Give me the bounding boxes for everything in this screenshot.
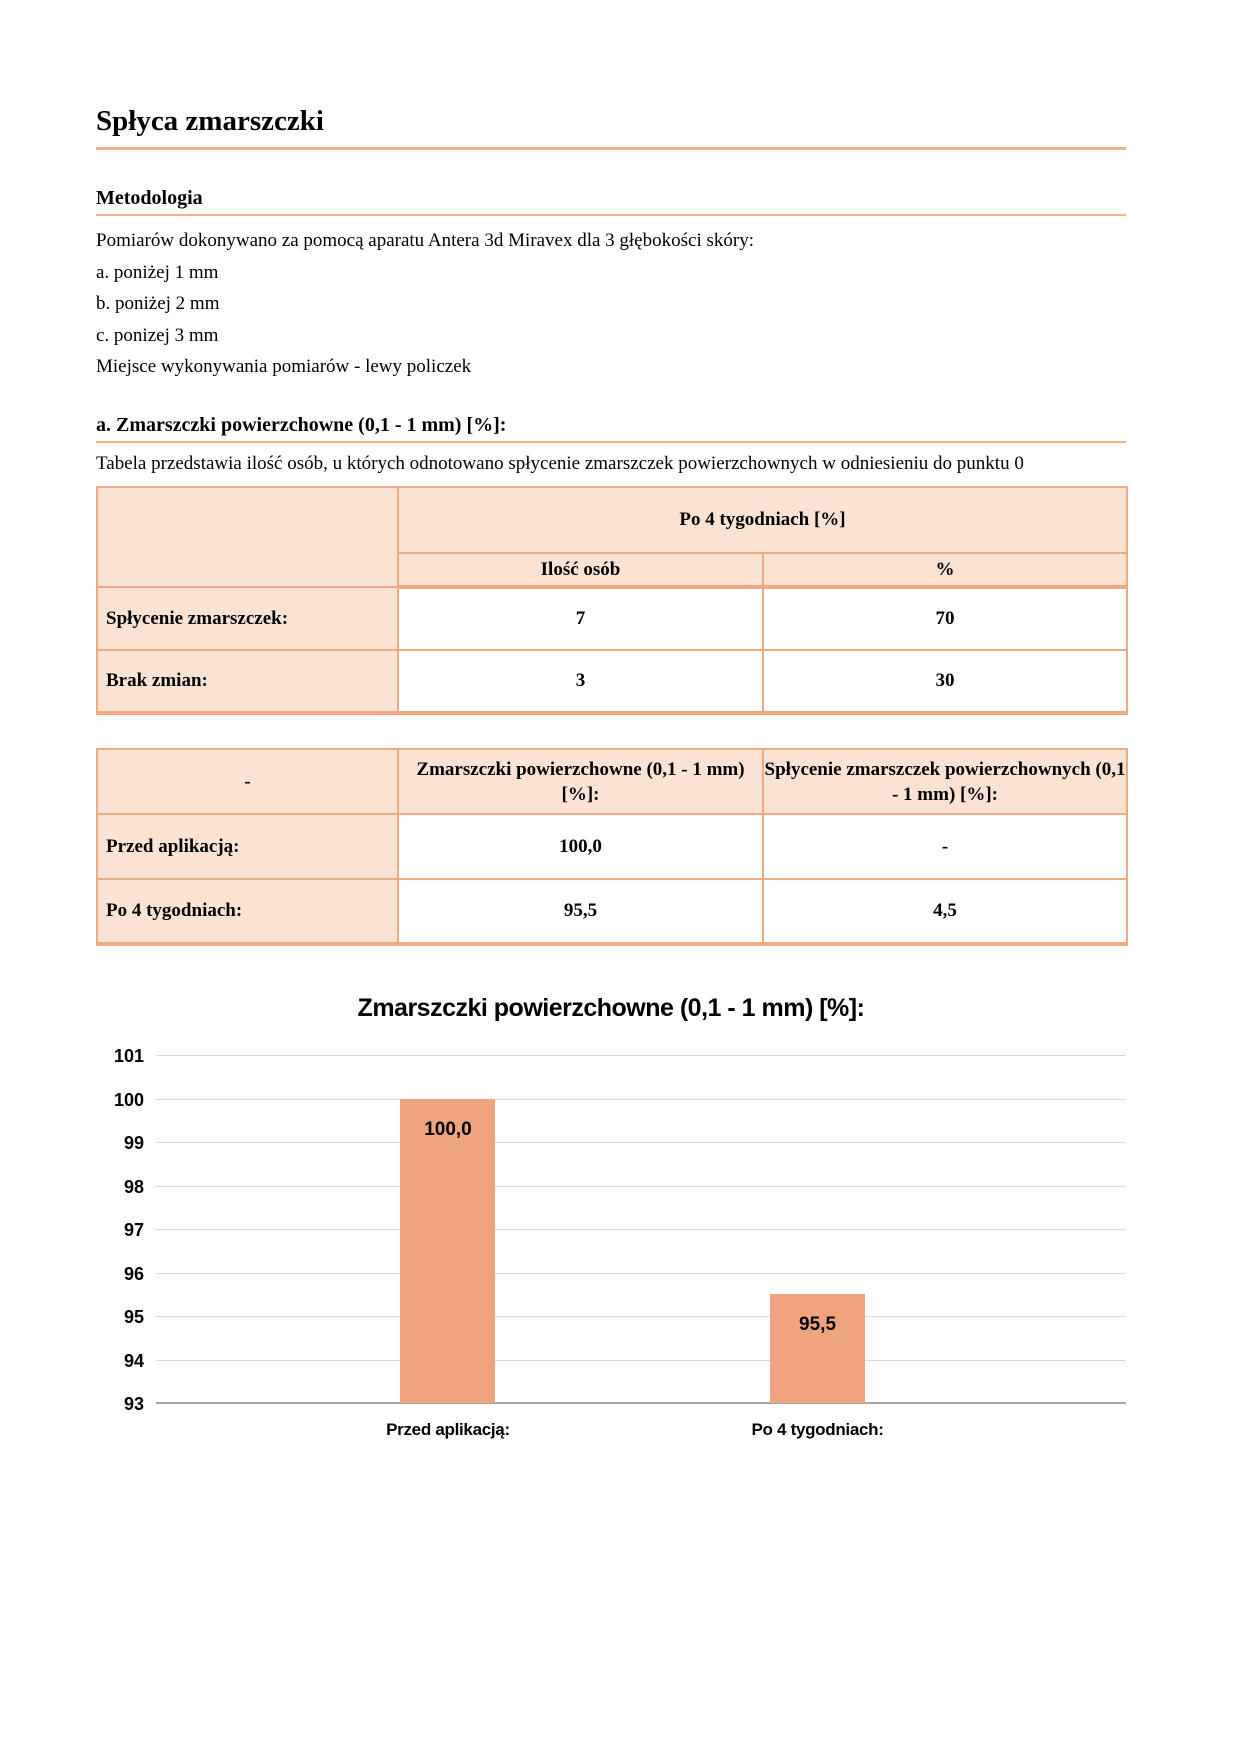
table-row bbox=[97, 650, 1127, 713]
methodology-item-b: b. poniżej 2 mm bbox=[96, 293, 220, 314]
y-tick-label: 101 bbox=[113, 1046, 144, 1066]
methodology-text bbox=[96, 225, 1126, 383]
methodology-intro: Pomiarów dokonywano za pomocą aparatu Antera 3d Miravex dla 3 głębokości skóry: bbox=[96, 230, 754, 251]
people-table-col-header-percent: % bbox=[763, 553, 1127, 587]
methodology-note: Miejsce wykonywania pomiarów - lewy policzek bbox=[96, 356, 472, 377]
bar bbox=[770, 1294, 865, 1403]
cell-przed-delta: - bbox=[763, 814, 1127, 879]
chart-plot bbox=[113, 1046, 1126, 1439]
y-tick-label: 100 bbox=[113, 1089, 144, 1110]
gridline bbox=[156, 1273, 1126, 1274]
y-tick-label: 93 bbox=[123, 1394, 144, 1414]
x-axis-line bbox=[156, 1402, 1126, 1404]
x-category-label: Po 4 tygodniach: bbox=[751, 1420, 884, 1439]
gridline bbox=[156, 1316, 1126, 1317]
table-row bbox=[97, 587, 1127, 650]
y-tick-label: 99 bbox=[123, 1133, 144, 1153]
x-category-label: Przed aplikacją: bbox=[386, 1420, 510, 1439]
cell-brak-count: 3 bbox=[398, 650, 763, 713]
bar-value-label: 95,5 bbox=[799, 1314, 837, 1336]
cell-po4-value: 95,5 bbox=[398, 879, 763, 944]
row-label-brak-zmian: Brak zmian: bbox=[97, 650, 398, 713]
table-row bbox=[97, 879, 1127, 944]
y-tick-label: 98 bbox=[123, 1176, 144, 1197]
cell-przed-value: 100,0 bbox=[398, 814, 763, 879]
gridline bbox=[156, 1186, 1126, 1187]
cell-brak-percent: 30 bbox=[763, 650, 1127, 713]
methodology-item-a: a. poniżej 1 mm bbox=[96, 261, 219, 283]
results-table-header-dash: - bbox=[97, 749, 398, 814]
y-tick-label: 95 bbox=[123, 1307, 144, 1327]
row-label-po4: Po 4 tygodniach: bbox=[97, 879, 398, 944]
cell-po4-delta: 4,5 bbox=[763, 879, 1127, 944]
results-table bbox=[96, 748, 1128, 946]
table-row bbox=[97, 814, 1127, 879]
people-table bbox=[96, 486, 1128, 715]
y-tick-label: 96 bbox=[123, 1263, 144, 1284]
people-table-col-header-count: Ilość osób bbox=[398, 553, 763, 587]
bar-value-label: 100,0 bbox=[424, 1118, 472, 1140]
row-label-przed: Przed aplikacją: bbox=[97, 814, 398, 879]
bar bbox=[400, 1099, 495, 1404]
results-table-header-wrinkles: Zmarszczki powierzchowne (0,1 - 1 mm) [%]: bbox=[398, 749, 763, 814]
methodology-item-c: c. ponizej 3 mm bbox=[96, 324, 219, 346]
table-caption: Tabela przedstawia ilość osób, u których odnotowano spłycenie zmarszczek powierzchownych w odniesieniu do punktu 0 bbox=[96, 452, 1024, 474]
methodology-heading: Metodologia bbox=[96, 186, 1126, 216]
gridline bbox=[156, 1360, 1126, 1361]
page-content bbox=[96, 0, 1126, 1439]
results-table-header-reduction: Spłycenie zmarszczek powierzchownych (0,1 - 1 mm) [%]: bbox=[763, 749, 1127, 814]
y-tick-label: 94 bbox=[123, 1350, 144, 1371]
cell-splycenie-percent: 70 bbox=[763, 587, 1127, 650]
gridline bbox=[156, 1142, 1126, 1143]
gridline bbox=[156, 1229, 1126, 1230]
people-table-empty-cell bbox=[97, 487, 398, 587]
y-tick-label: 97 bbox=[123, 1220, 144, 1240]
cell-splycenie-count: 7 bbox=[398, 587, 763, 650]
page-title: Spłyca zmarszczki bbox=[96, 104, 1126, 150]
gridline bbox=[156, 1055, 1126, 1056]
bar-chart bbox=[96, 994, 1126, 1439]
row-label-splycenie: Spłycenie zmarszczek: bbox=[97, 587, 398, 650]
chart-title: Zmarszczki powierzchowne (0,1 - 1 mm) [%]: bbox=[357, 994, 865, 1022]
people-table-group-header: Po 4 tygodniach [%] bbox=[398, 487, 1127, 553]
chart-plot-wrap bbox=[113, 1046, 1126, 1439]
gridline bbox=[156, 1099, 1126, 1100]
section-a-heading: a. Zmarszczki powierzchowne (0,1 - 1 mm) [%]: bbox=[96, 413, 1126, 443]
